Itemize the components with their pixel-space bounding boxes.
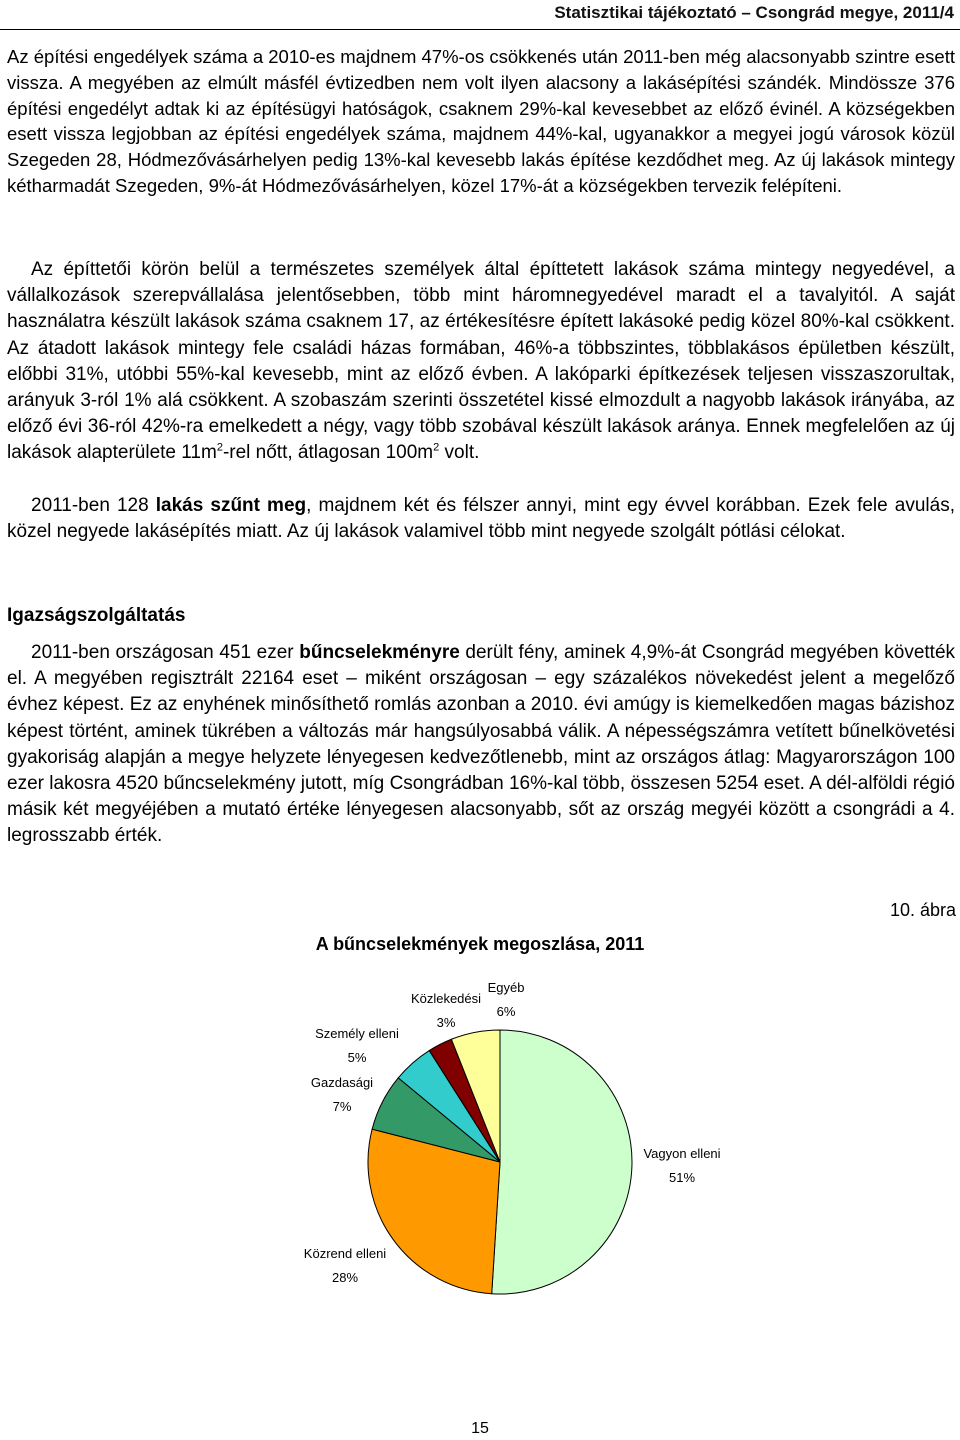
paragraph-text — [7, 640, 955, 850]
slice-label-name: Közrend elleni — [303, 1246, 387, 1261]
slice-label-name: Gazdasági — [310, 1075, 374, 1090]
slice-label-name: Közlekedési — [410, 991, 482, 1006]
paragraph-crime — [7, 640, 955, 850]
paragraph-text — [7, 493, 955, 545]
page-number: 15 — [471, 1420, 489, 1437]
pie-slices — [368, 1030, 632, 1294]
slice-label-value: 5% — [347, 1050, 367, 1065]
text-run: Az építtetői körön belül a természetes személyek által építtetett lakások száma mintegy negyedével, a vállalkozások szerepvállalása jelentősebben, több mint háromnegyedével maradt el a tavalyitól. A saját használatra készült lakások száma csaknem 17, az értékesítésre épített lakásoké pedig közel 80%-kal csökkent. Az átadott lakások mintegy fele családi házas formában, 46%-a többszintes, többlakásos épületben készült, előbbi 31%, utóbbi 55%-kal kevesebb, mint az előző évben. A lakóparki építkezések teljesen visszaszorultak, arányuk 3-ról 1% alá csökkent. A szobaszám szerinti összetétel kissé elmozdult a nagyobb lakások irányába, az előző évi 36-ról 42%-ra emelkedett a négy, vagy több szobával készült lakások aránya. Ennek megfelelően az új lakások alapterülete 11m — [7, 259, 955, 464]
slice-label-name: Egyéb — [487, 980, 525, 995]
header-title: Statisztikai tájékoztató – Csongrád megye, 2011/4 — [554, 3, 954, 22]
slice-label-value: 7% — [332, 1099, 352, 1114]
paragraph-building-permits — [7, 44, 955, 199]
slice-label-name: Vagyon elleni — [643, 1146, 721, 1161]
slice-label-value: 6% — [496, 1004, 516, 1019]
superscript: 2 — [433, 442, 440, 455]
text-run: 2011-ben 128 — [31, 495, 156, 516]
slice-label-value: 3% — [436, 1015, 456, 1030]
pie-slice-vagyon-elleni — [492, 1030, 632, 1294]
text-run: , majdnem két és félszer annyi, mint egy évvel korábban. Ezek fele avulás, közel negyede lakásépítés miatt. Az új lakások valamivel több mint negyede szolgált pótlási célokat. — [7, 495, 955, 543]
bold-term: lakás szűnt meg — [155, 495, 307, 516]
section-title: Igazságszolgáltatás — [7, 605, 186, 626]
slice-label-value: 28% — [331, 1270, 359, 1285]
pie-chart — [0, 960, 960, 1320]
slice-label-name: Személy elleni — [315, 1026, 399, 1041]
page-header — [0, 0, 960, 30]
paragraph-text: Az építési engedélyek száma a 2010-es majdnem 47%-os csökkenés után 2011-ben még alacsonyabb szintre esett vissza. A megyében az elmúlt másfél évtizedben nem volt ilyen alacsony a lakásépítési szándék. Mindössze 376 építési engedélyt adtak ki az építésügyi hatóságok, csaknem 29%-kal kevesebbet az előző évinél. A községekben esett vissza legjobban az építési engedélyek száma, majdnem 44%-kal, ugyanakkor a megyei jogú városok közül Szegeden 28, Hódmezővásárhelyen pedig 13%-kal kevesebb lakás építése kezdődhet meg. Az új lakások mintegy kétharmadát Szegeden, 9%-át Hódmezővásárhelyen, közel 17%-át a községekben tervezik felépíteni. — [7, 46, 955, 196]
text-run: volt. — [439, 442, 480, 464]
text-run: -rel nőtt, átlagosan 100m — [222, 442, 434, 464]
paragraph-demolished — [7, 493, 955, 545]
text-run: 2011-ben országosan 451 ezer — [31, 642, 300, 663]
paragraph-text — [7, 257, 955, 467]
bold-term: bűncselekményre — [299, 642, 460, 663]
figure-number: 10. ábra — [889, 900, 956, 920]
text-run: derült fény, aminek 4,9%-át Csongrád megyében követték el. A megyében regisztrált 22164 eset – miként országosan – egy százalékos növekedést jelent a megelőző évhez képest. Ez az enyhének minősíthető romlás azonban a 2010. évi amúgy is kiemelkedően magas bázishoz képest történt, aminek tükrében a változás már hangsúlyosabbá válik. A népességszámra vetített bűnelkövetési gyakoriság alapján a megye helyzete lényegesen kedvezőtlenebb, mint az országos átlag: Magyarországon 100 ezer lakosra 4520 bűncselekmény jutott, míg Csongrádban 16%-kal több, összesen 5254 eset. A dél-alföldi régió másik két megyéjében a mutató értéke lényegesen alacsonyabb, sőt az ország megyéi között a csongrádi a 4. legrosszabb érték. — [7, 642, 956, 847]
slice-label-value: 51% — [668, 1170, 696, 1185]
paragraph-builders — [7, 257, 955, 467]
superscript: 2 — [216, 442, 223, 455]
chart-title: A bűncselekmények megoszlása, 2011 — [315, 934, 645, 954]
